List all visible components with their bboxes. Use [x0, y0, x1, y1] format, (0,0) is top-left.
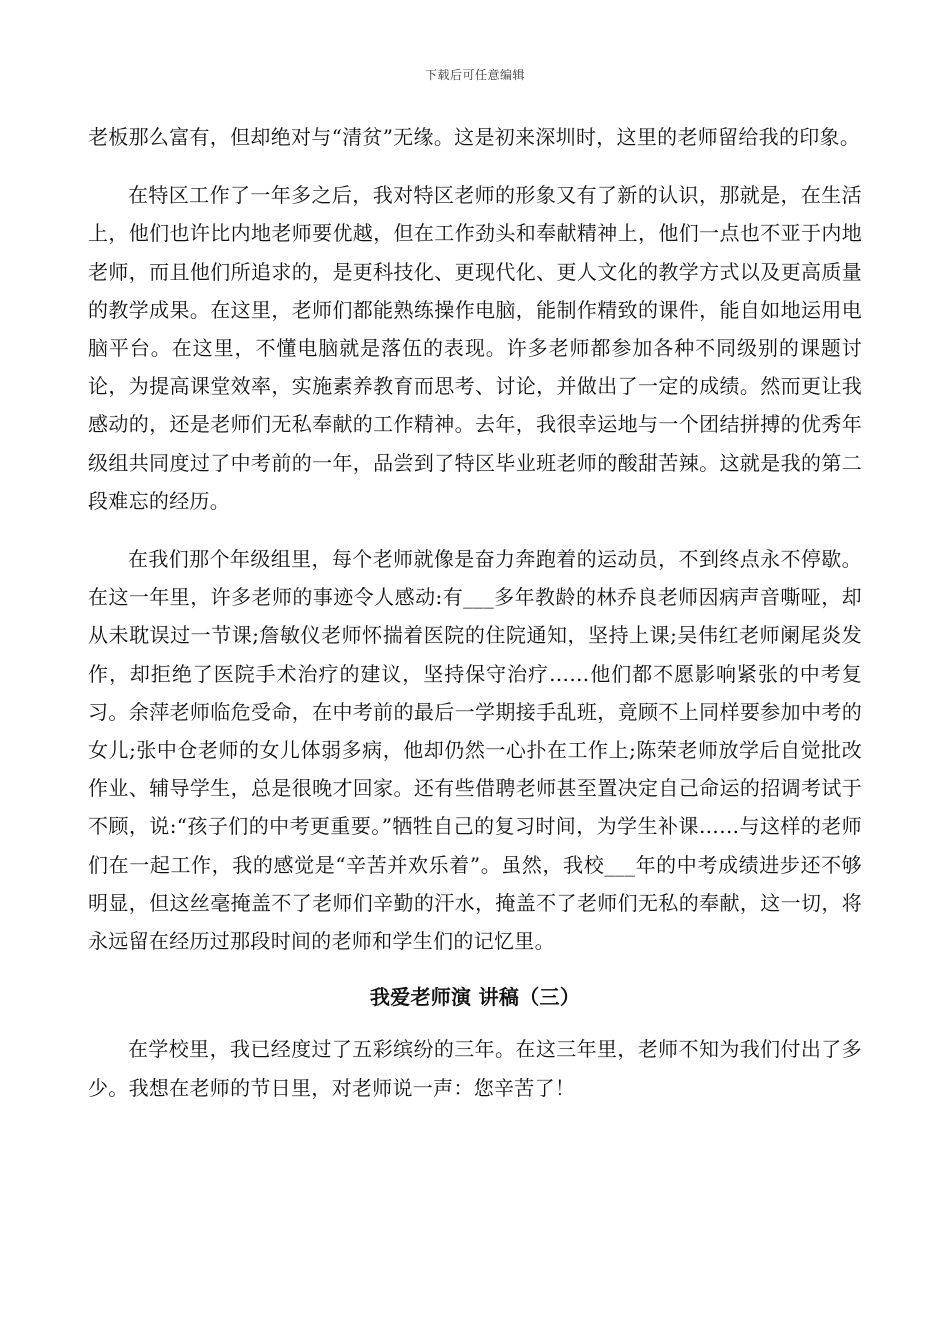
- paragraph-4: 在学校里，我已经度过了五彩缤纷的三年。在这三年里，老师不知为我们付出了多少。我想在老师的节日里，对老师说一声：您辛苦了！: [88, 1037, 862, 1100]
- document-body: [88, 118, 862, 1107]
- paragraph-1: 老板那么富有，但却绝对与“清贫”无缘。这是初来深圳时，这里的老师留给我的印象。: [88, 125, 861, 149]
- paragraph-2: 在特区工作了一年多之后，我对特区老师的形象又有了新的认识，那就是，在生活上，他们也许比内地老师要优越，但在工作劲头和奉献精神上，他们一点也不亚于内地老师，而且他们所追求的，是更科技化、更现代化、更人文化的教学方式以及更高质量的教学成果。在这里，老师们都能熟练操作电脑，能制作精致的课件，能自如地运用电脑平台。在这里，不懂电脑就是落伍的表现。许多老师都参加各种不同级别的课题讨论，为提高课堂效率，实施素养教育而思考、讨论，并做出了一定的成绩。然而更让我感动的，还是老师们无私奉献的工作精神。去年，我很幸运地与一个团结拼搏的优秀年级组共同度过了中考前的一年，品尝到了特区毕业班老师的酸甜苦辣。这就是我的第二段难忘的经历。: [88, 183, 862, 513]
- page-header: 下载后可任意编辑: [424, 68, 525, 82]
- paragraph-3: 在我们那个年级组里，每个老师就像是奋力奔跑着的运动员，不到终点永不停歇。在这一年里，许多老师的事迹令人感动:有___多年教龄的林乔良老师因病声音嘶哑，却从未耽误过一节课;詹敏仪老师怀揣着医院的住院通知，坚持上课;吴伟红老师阑尾炎发作，却拒绝了医院手术治疗的建议，坚持保守治疗……他们都不愿影响紧张的中考复习。余萍老师临危受命，在中考前的最后一学期接手乱班，竟顾不上同样要参加中考的女儿;张中仓老师的女儿体弱多病，他却仍然一心扑在工作上;陈荣老师放学后自觉批改作业、辅导学生，总是很晚才回家。还有些借聘老师甚至置决定自己命运的招调考试于不顾，说:“孩子们的中考更重要。”牺牲自己的复习时间，为学生补课……与这样的老师们在一起工作，我的感觉是“辛苦并欢乐着”。虽然，我校___年的中考成绩进步还不够明显，但这丝毫掩盖不了老师们辛勤的汗水，掩盖不了老师们无私的奉献，这一切，将永远留在经历过那段时间的老师和学生们的记忆里。: [88, 547, 862, 954]
- section-title: 我爱老师演 讲稿（三）: [369, 985, 581, 1010]
